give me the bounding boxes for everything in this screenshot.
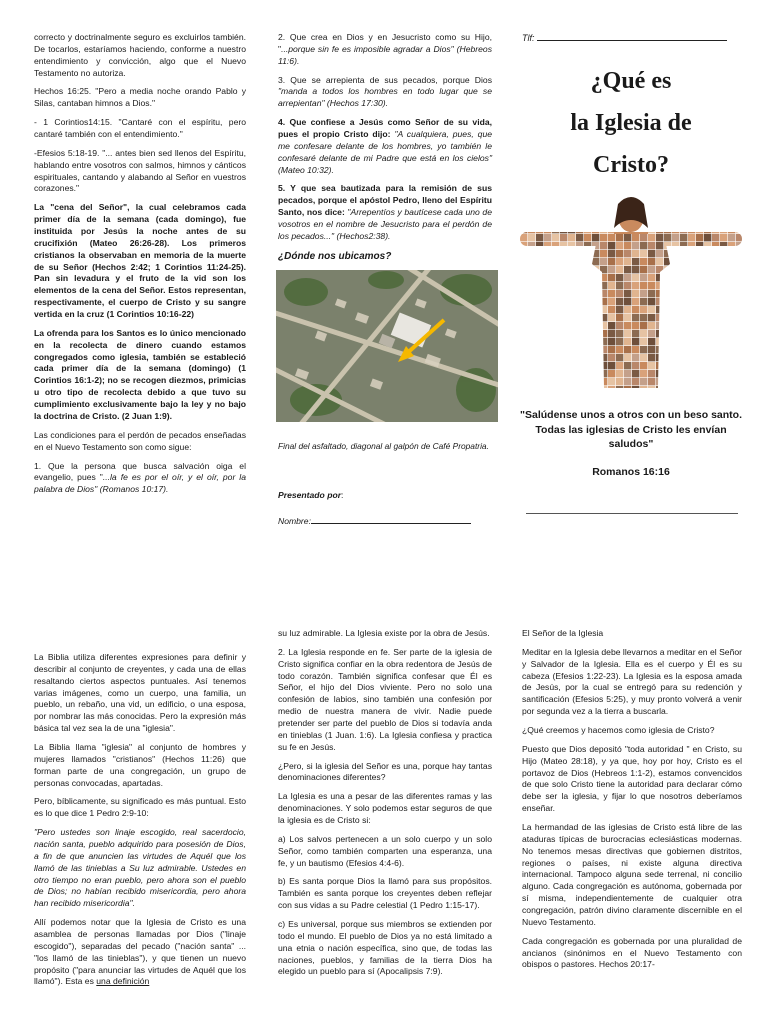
phone-label: Tlf: xyxy=(522,33,535,43)
name-field[interactable] xyxy=(278,516,492,528)
paragraph: La Biblia utiliza diferentes expresiones para definir y describir al conjunto de creyentes, y cada una de ellas resaltando ciertos aspectos puntuales. Así tenemos varias imágenes, como un cuerpo, una familia, un pueblo, un rebaño, una vid, un edificio, o una esposa, por nombrar las más conocidas. Pero la expresión más básica tal vez sea la de una "iglesia". xyxy=(34,652,246,734)
scripture-quote: "Pero ustedes son linaje escogido, real sacerdocio, nación santa, pueblo adquirido para posesión de Dios, a fin de que anuncien las virtudes de Aquél que los llamó de las tinieblas a Su luz admirable. Ustedes en otro tiempo no eran pueblo, pero ahora son el pueblo de Dios; no habían recibido misericordia, pero ahora han recibido misericordia". xyxy=(34,827,246,909)
section-heading: El Señor de la Iglesia xyxy=(522,628,604,638)
name-label: Nombre: xyxy=(278,515,311,526)
condition-item-4 xyxy=(278,117,492,176)
condition-text: 5. Y que sea bautizada para la remisión de sus pecados, porque el apóstol Pedro, lleno del Espíritu Santo, nos dice: xyxy=(278,183,492,218)
condition-text: 3. Que se arrepienta de sus pecados, porque Dios xyxy=(278,74,492,85)
paragraph: Cada congregación es gobernada por una pluralidad de ancianos (sinónimos en el Nuevo Testamento con obispos o pastores. Hechos 20:17- xyxy=(522,935,742,970)
mosaic-graphic xyxy=(520,194,742,394)
condition-text: 4. Que confiese a Jesús como Señor de su vida, pues el propio Cristo dijo: xyxy=(278,117,492,140)
panel-faith xyxy=(278,628,492,985)
paragraph: 2. La Iglesia responde en fe. Ser parte de la iglesia de Cristo significa confiar en la obra redentora de Jesús de todo corazón. También significa confesar que Él es Señor, el hijo del Dios viviente. Pero no solo una confesión de labios, sino también una confesión por medio de nuestra manera de vivir. Nadie puede pretender ser parte del pueblo de Dios si todavía anda en tinieblas (1 Juan. 1:6). La Iglesia confiesa y practica su fe en Jesús. xyxy=(278,646,492,752)
paragraph: correcto y doctrinalmente seguro es excluirlos también. De tocarlos, estaríamos haciendo, conforme a nuestro entendimiento y convicción, algo que el Nuevo Testamento no autoriza. xyxy=(34,32,246,78)
paragraph: -Efesios 5:18-19. "... antes bien sed llenos del Espíritu, hablando entre vosotros con salmos, himnos y cánticos espirituales, cantando y alabando al Señor en vuestros corazones." xyxy=(34,147,246,194)
question-heading: ¿Qué creemos y hacemos como iglesia de Cristo? xyxy=(522,725,715,736)
title-line-2: la Iglesia de xyxy=(570,110,692,137)
paragraph: Meditar en la Iglesia debe llevarnos a meditar en el Señor y Salvador de la Iglesia. Ella es el cuerpo y Él es su cabeza (Efesios 1:22-23). La Iglesia es la esposa amada de Jesús, por la cual se entregó para su redención y santificación (Efesios 5:25), y muy pronto volverá a venir por segunda vez a la tierra a buscarla. xyxy=(522,646,742,717)
presented-by-text: Presentado por xyxy=(278,489,342,500)
map-graphic xyxy=(276,270,498,422)
title-line-3: Cristo? xyxy=(593,152,669,179)
condition-item-5 xyxy=(278,183,492,242)
scripture-quote: "Arrepentíos y bautícese cada uno de vosotros en el nombre de Jesucristo para el perdón de los pecados..." (Hechos2:38). xyxy=(278,207,492,241)
paragraph: La Biblia llama "iglesia" al conjunto de hombres y mujeres llamados "cristianos" (Hechos 11:26) que forman parte de una congregación, un grupo de personas convocadas, apartadas. xyxy=(34,742,246,788)
paragraph: Las condiciones para el perdón de pecados enseñadas en el Nuevo Testamento son como sigue: xyxy=(34,429,246,452)
condition-item-1 xyxy=(34,461,246,497)
panel-conditions xyxy=(278,32,492,527)
panel-doctrine xyxy=(34,32,246,503)
title-line-1: ¿Qué es xyxy=(590,68,672,95)
scripture-quote: ...porque sin fe es imposible agradar a Dios" (Hebreos 11:6). xyxy=(278,43,492,66)
paragraph: su luz admirable. La Iglesia existe por la obra de Jesús. xyxy=(278,628,490,638)
list-item: b) Es santa porque Dios la llamó para sus propósitos. También es santa porque los creyentes deben reflejar con sus vidas a su Padre celestial (1 Pedro 1:15-17). xyxy=(278,876,492,911)
underlined-text: una definición xyxy=(96,976,150,987)
satellite-map-image xyxy=(276,270,498,422)
cover-divider xyxy=(526,513,738,514)
paragraph-text: Allí podemos notar que la Iglesia de Cristo es una asamblea de personas llamadas por Dios ("linaje escogido"), separadas del pecado ("nación santa" ... "los llamó de las tinieblas"), y que tienen un nuevo propósito ("para anunciar las virtudes de Aquél que los llamó"). Esta es xyxy=(34,917,246,987)
map-caption: Final del asfaltado, diagonal al galpón de Café Propatria. xyxy=(278,440,489,451)
paragraph: Pero, bíblicamente, su significado es más puntual. Esto es lo que dice 1 Pedro 2:9-10: xyxy=(34,796,246,819)
presented-by-label xyxy=(278,490,492,502)
scripture-quote: "A cualquiera, pues, que me confesare delante de los hombres, yo también le confesaré delante de mi Padre que está en los cielos" (Mateo 10:32). xyxy=(278,129,493,175)
phone-blank-line[interactable] xyxy=(537,40,727,41)
cover-panel xyxy=(520,32,742,514)
paragraph: La Iglesia es una a pesar de las diferentes ramas y las denominaciones. Y solo podemos estar seguros de que la iglesia es de Cristo si: xyxy=(278,791,492,826)
paragraph: - 1 Corintios14:15. "Cantaré con el espíritu, pero cantaré también con el entendimiento." xyxy=(34,117,246,140)
name-blank-line[interactable] xyxy=(311,523,471,524)
presented-by-colon: : xyxy=(341,489,344,500)
condition-item-3 xyxy=(278,75,492,111)
location-heading: ¿Dónde nos ubicamos? xyxy=(278,250,392,262)
paragraph: Hechos 16:25. "Pero a media noche orando Pablo y Silas, cantaban himnos a Dios." xyxy=(34,86,246,109)
panel-definition xyxy=(34,652,246,995)
paragraph: La hermandad de las iglesias de Cristo está libre de las ataduras típicas de burocracias eclesiásticas modernas. No tenemos mesas directivas que gobiernen distritos, regiones o países, ni existe alguna directiva internacional. Tampoco alguna sede terrenal, ni concilio alguno. Cada congregación es autónoma, gobernada por sí misma, independientemente de cualquier otra congregación, patrón divino claramente discernible en el Nuevo Testamento. xyxy=(522,822,742,927)
question-heading: ¿Pero, si la iglesia del Señor es una, porque hay tantas denominaciones diferentes? xyxy=(278,760,492,783)
paragraph: Puesto que Dios depositó "toda autoridad " en Cristo, su Hijo (Mateo 28:18), y ya que, hoy por hoy, Cristo es el portavoz de Dios (Hebreos 1:1-2), estamos convencidos de que solo Cristo tiene la autoridad para declarar cómo debe ser la iglesia, y fijar lo que nosotros deberíamos enseñar. xyxy=(522,743,742,814)
panel-lord xyxy=(522,628,742,978)
scripture-quote: ...la fe es por el oír, y el oír, por la palabra de Dios" (Romanos 10:17). xyxy=(34,472,246,495)
list-item: a) Los salvos pertenecen a un solo cuerpo y un solo Señor, como también comparten una esperanza, una fe, y un bautismo (Efesios 4:4-6). xyxy=(278,833,492,868)
condition-text: 2. Que crea en Dios y en Jesucristo como su Hijo, " xyxy=(278,32,492,54)
paragraph-offering: La ofrenda para los Santos es lo único mencionado en la recolecta de dinero cuando estamos congregados como iglesia, también se estableció cada primer día de la semana (domingo) (1 Corintios 16:1-2); no se recogen diezmos, primicias u otro tipo de recolecta debido a que tuvo su cumplimiento exclusivamente bajo la ley y no bajo la doctrina de Cristo. (2 Juan 1:9). xyxy=(34,327,246,421)
cover-quote: "Salúdense unos a otros con un beso santo. Todas las iglesias de Cristo les envían saludos" xyxy=(520,409,743,450)
phone-field[interactable] xyxy=(522,32,742,44)
paragraph-lords-supper: La "cena del Señor", la cual celebramos cada primer día de la semana (cada domingo), fue instituida por Jesús la noche antes de su crucifixión (Mateo 26:26-28). Los primeros cristianos la observaban en memoria de la muerte de su Señor (Hechos 2:42; 1 Corintios 11:24-25). Pan sin levadura y el fruto de la vid son los elementos de la cena del Señor. Estos representan, respectivamente, el cuerpo de Cristo y su sangre vertida en la cruz (1 Corintios 10:16-22) xyxy=(34,202,246,320)
condition-item-2 xyxy=(278,32,492,68)
cover-reference: Romanos 16:16 xyxy=(592,465,670,478)
cover-title xyxy=(520,60,742,186)
scripture-quote: "manda a todos los hombres en todo lugar que se arrepientan" (Hechos 17:30). xyxy=(278,86,492,109)
condition-text: 1. Que la persona que busca salvación oiga el evangelio, pues " xyxy=(34,460,246,483)
paragraph xyxy=(34,917,246,988)
list-item: c) Es universal, porque sus miembros se extienden por todo el mundo. El pueblo de Dios ya no está limitado a una etnia o nación específica, sino que, de todas las naciones, pueblos, y familias de la tierra Dios ha elegido un pueblo para sí (Apocalipsis 7:9). xyxy=(278,919,492,977)
christ-mosaic-image xyxy=(520,194,742,394)
